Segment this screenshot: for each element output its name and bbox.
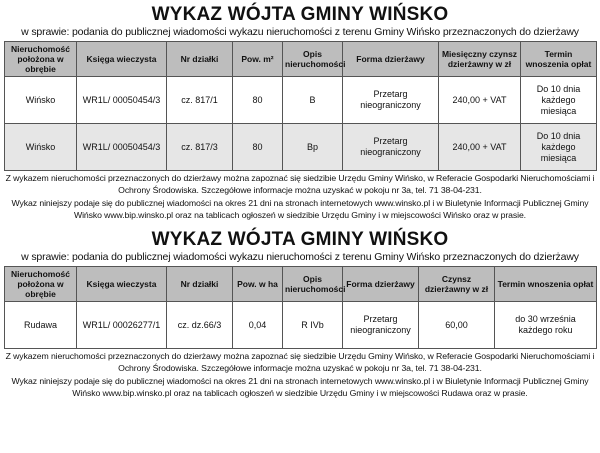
column-header: Pow. w ha [233, 267, 283, 302]
table-cell: Bp [283, 124, 343, 171]
table-cell: 240,00 + VAT [439, 124, 521, 171]
column-header: Termin wnoszenia opłat [521, 42, 597, 77]
table-cell: 60,00 [419, 302, 495, 349]
column-header: Nr działki [167, 267, 233, 302]
table-cell: 80 [233, 77, 283, 124]
table-header-row [5, 267, 597, 302]
table-cell: WR1L/ 00050454/3 [77, 124, 167, 171]
notice-title: WYKAZ WÓJTA GMINY WIŃSKO [151, 229, 449, 250]
table-cell: cz. 817/3 [167, 124, 233, 171]
column-header: Nieruchomość położona w obrębie [5, 267, 77, 302]
table-row [5, 124, 597, 171]
table-row [5, 302, 597, 349]
table-cell: WR1L/ 00026277/1 [77, 302, 167, 349]
notice-separator [4, 221, 596, 229]
column-header: Pow. m² [233, 42, 283, 77]
table-cell: R IVb [283, 302, 343, 349]
notice-footer-info: Z wykazem nieruchomości przeznaczonych do dzierżawy można zapoznać się siedzibie Urzędu Gminy Wińsko, w Referacie Gospodarki Nieruchomościami i Ochrony Środowiska. Szczegółowe informacje można uzyskać w pokoju nr 3a, tel. 71 38-04-231. [5, 351, 595, 373]
table-cell: Przetarg nieograniczony [343, 77, 439, 124]
table-cell: 0,04 [233, 302, 283, 349]
table-cell: Do 10 dnia każdego miesiąca [521, 124, 597, 171]
table-cell: Do 10 dnia każdego miesiąca [521, 77, 597, 124]
column-header: Nr działki [167, 42, 233, 77]
table-cell: cz. dz.66/3 [167, 302, 233, 349]
table-cell: 240,00 + VAT [439, 77, 521, 124]
property-table [4, 266, 597, 349]
notice-footer-publication: Wykaz niniejszy podaje się do publicznej wiadomości na okres 21 dni na stronach internetowych www.winsko.pl i w Biuletynie Informacji Publicznej Gminy Wińsko www.bip.winsko.pl oraz na tablicach ogłoszeń w siedzibie Urzędu Gminy i w miejscowości Rudawa oraz w prasie. [11, 376, 589, 398]
notice-2 [4, 229, 596, 399]
notice-footer-info: Z wykazem nieruchomości przeznaczonych do dzierżawy można zapoznać się siedzibie Urzędu Gminy Wińsko, w Referacie Gospodarki Nieruchomościami i Ochrony Środowiska. Szczegółowe informacje można uzyskać w pokoju nr 3a, tel. 71 38-04-231. [5, 173, 595, 195]
column-header: Miesięczny czynsz dzierżawny w zł [439, 42, 521, 77]
table-header-row [5, 42, 597, 77]
table-cell: WR1L/ 00050454/3 [77, 77, 167, 124]
property-table [4, 41, 597, 171]
table-cell: Przetarg nieograniczony [343, 302, 419, 349]
table-cell: Rudawa [5, 302, 77, 349]
table-row [5, 77, 597, 124]
table-cell: do 30 września każdego roku [495, 302, 597, 349]
column-header: Forma dzierżawy [343, 42, 439, 77]
column-header: Forma dzierżawy [343, 267, 419, 302]
table-cell: 80 [233, 124, 283, 171]
notice-title: WYKAZ WÓJTA GMINY WIŃSKO [151, 4, 449, 25]
table-cell: cz. 817/1 [167, 77, 233, 124]
column-header: Opis nieruchomości [283, 267, 343, 302]
column-header: Czynsz dzierżawny w zł [419, 267, 495, 302]
notice-footer-publication: Wykaz niniejszy podaje się do publicznej wiadomości na okres 21 dni na stronach internetowych www.winsko.pl i w Biuletynie Informacji Publicznej Gminy Wińsko www.bip.winsko.pl oraz na tablicach ogłoszeń w siedzibie Urzędu Gminy i w miejscowości Wińsko oraz w prasie. [11, 198, 589, 220]
table-cell: B [283, 77, 343, 124]
column-header: Księga wieczysta [77, 42, 167, 77]
column-header: Księga wieczysta [77, 267, 167, 302]
table-cell: Wińsko [5, 77, 77, 124]
column-header: Termin wnoszenia opłat [495, 267, 597, 302]
column-header: Nieruchomość położona w obrębie [5, 42, 77, 77]
column-header: Opis nieruchomości [283, 42, 343, 77]
table-cell: Przetarg nieograniczony [343, 124, 439, 171]
notice-1 [4, 4, 596, 221]
notice-subtitle: w sprawie: podania do publicznej wiadomości wykazu nieruchomości z terenu Gminy Wińsko przeznaczonych do dzierżawy [21, 251, 579, 263]
table-cell: Wińsko [5, 124, 77, 171]
notice-subtitle: w sprawie: podania do publicznej wiadomości wykazu nieruchomości z terenu Gminy Wińsko przeznaczonych do dzierżawy [21, 26, 579, 38]
